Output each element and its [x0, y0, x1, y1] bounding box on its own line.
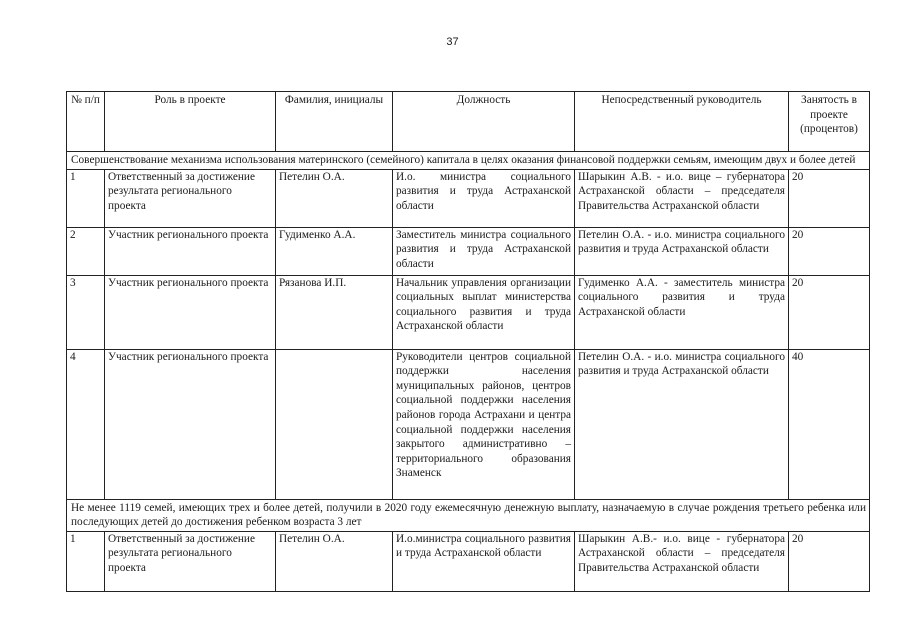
- row-name: [276, 349, 393, 499]
- row-name: Петелин О.А.: [276, 531, 393, 591]
- header-role: Роль в проекте: [105, 92, 276, 152]
- header-position: Должность: [393, 92, 575, 152]
- row-role: Ответственный за достижение результата регионального проекта: [105, 531, 276, 591]
- project-roster-table: [66, 91, 870, 592]
- page-number: 37: [446, 36, 459, 48]
- row-role: Участник регионального проекта: [105, 227, 276, 275]
- row-name: Рязанова И.П.: [276, 275, 393, 349]
- row-manager: Петелин О.А. - и.о. министра социального развития и труда Астраханской области: [575, 349, 789, 499]
- row-position: И.о. министра социального развития и труда Астраханской области: [393, 169, 575, 227]
- row-manager: Шарыкин А.В.- и.о. вице - губернатора Астраханской области – председателя Правительства Астраханской области: [575, 531, 789, 591]
- row-num: 1: [67, 169, 105, 227]
- row-position: Заместитель министра социального развития и труда Астраханской области: [393, 227, 575, 275]
- table-header-row: [67, 92, 870, 152]
- row-position: И.о.министра социального развития и труда Астраханской области: [393, 531, 575, 591]
- row-employment: 20: [789, 531, 870, 591]
- header-name: Фамилия, инициалы: [276, 92, 393, 152]
- row-name: Петелин О.А.: [276, 169, 393, 227]
- table-row: [67, 531, 870, 591]
- row-num: 3: [67, 275, 105, 349]
- row-manager: Гудименко А.А. - заместитель министра социального развития и труда Астраханской области: [575, 275, 789, 349]
- row-employment: 20: [789, 227, 870, 275]
- row-manager: Шарыкин А.В. - и.о. вице – губернатора Астраханской области – председателя Правительства Астраханской области: [575, 169, 789, 227]
- row-manager: Петелин О.А. - и.о. министра социального развития и труда Астраханской области: [575, 227, 789, 275]
- row-role: Ответственный за достижение результата регионального проекта: [105, 169, 276, 227]
- row-num: 1: [67, 531, 105, 591]
- row-num: 2: [67, 227, 105, 275]
- header-employment: Занятость в проекте (процентов): [789, 92, 870, 152]
- row-role: Участник регионального проекта: [105, 275, 276, 349]
- table-row: [67, 169, 870, 227]
- section-title-row: [67, 152, 870, 170]
- row-role: Участник регионального проекта: [105, 349, 276, 499]
- table-row: [67, 275, 870, 349]
- row-position: Руководители центров социальной поддержки населения муниципальных районов, центров социальной поддержки населения районов города Астрахани и центра социальной поддержки населения закрытого административно – территориального образования Знаменск: [393, 349, 575, 499]
- section-title-row: [67, 499, 870, 531]
- row-position: Начальник управления организации социальных выплат министерства социального развития и труда Астраханской области: [393, 275, 575, 349]
- row-employment: 20: [789, 169, 870, 227]
- table-row: [67, 227, 870, 275]
- header-manager: Непосредственный руководитель: [575, 92, 789, 152]
- row-name: Гудименко А.А.: [276, 227, 393, 275]
- row-employment: 20: [789, 275, 870, 349]
- row-employment: 40: [789, 349, 870, 499]
- row-num: 4: [67, 349, 105, 499]
- table-row: [67, 349, 870, 499]
- section-title: Не менее 1119 семей, имеющих трех и более детей, получили в 2020 году ежемесячную денежную выплату, назначаемую в случае рождения третьего ребенка или последующих детей до достижения ребенком возраста 3 лет: [67, 499, 870, 531]
- header-num: № п/п: [67, 92, 105, 152]
- section-title: Совершенствование механизма использования материнского (семейного) капитала в целях оказания финансовой поддержки семьям, имеющим двух и более детей: [67, 152, 870, 170]
